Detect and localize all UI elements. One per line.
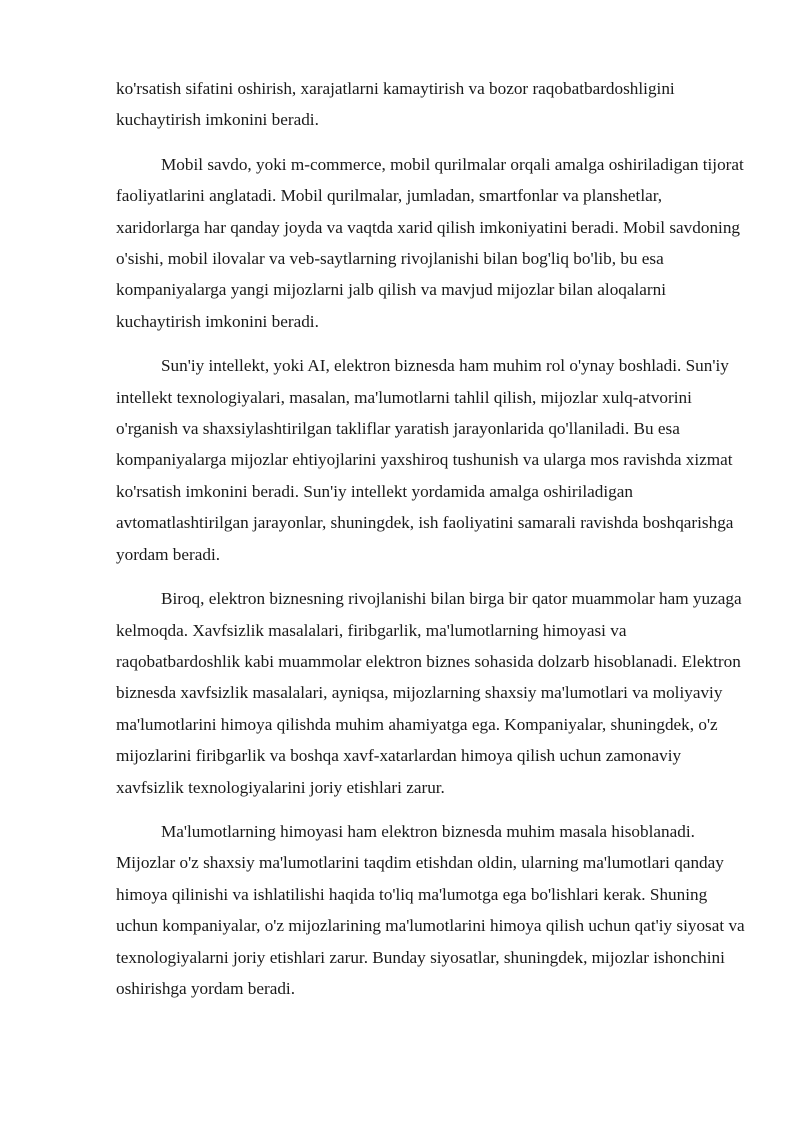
document-body	[116, 73, 748, 1017]
paragraph-continuation: ko'rsatish sifatini oshirish, xarajatlarni kamaytirish va bozor raqobatbardoshligini kuchaytirish imkonini beradi.	[116, 79, 675, 130]
paragraph-mobile-commerce: Mobil savdo, yoki m-commerce, mobil qurilmalar orqali amalga oshiriladigan tijorat faoliyatlarini anglatadi. Mobil qurilmalar, jumladan, smartfonlar va planshetlar, xaridorlarga har qanday joyda va vaqtda xarid qilish imkoniyatini beradi. Mobil savdoning o'sishi, mobil ilovalar va veb-saytlarning rivojlanishi bilan bog'liq bo'lib, bu esa kompaniyalarga yangi mijozlarni jalb qilish va mavjud mijozlar bilan aloqalarni kuchaytirish imkonini beradi.	[116, 154, 744, 331]
paragraph-problems: Biroq, elektron biznesning rivojlanishi bilan birga bir qator muammolar ham yuzaga kelmoqda. Xavfsizlik masalalari, firibgarlik, ma'lumotlarning himoyasi va raqobatbardoshlik kabi muammolar elektron biznes sohasida dolzarb hisoblanadi. Elektron biznesda xavfsizlik masalalari, ayniqsa, mijozlarning shaxsiy ma'lumotlari va moliyaviy ma'lumotlarini himoya qilishda muhim ahamiyatga ega. Kompaniyalar, shuningdek, o'z mijozlarini firibgarlik va boshqa xavf-xatarlardan himoya qilish uchun zamonaviy xavfsizlik texnologiyalarini joriy etishlari zarur.	[116, 589, 742, 797]
paragraph-artificial-intelligence: Sun'iy intellekt, yoki AI, elektron biznesda ham muhim rol o'ynay boshladi. Sun'iy intellekt texnologiyalari, masalan, ma'lumotlarni tahlil qilish, mijozlar xulq-atvorini o'rganish va shaxsiylashtirilgan takliflar yaratish jarayonlarida qo'llaniladi. Bu esa kompaniyalarga mijozlar ehtiyojlarini yaxshiroq tushunish va ularga mos ravishda xizmat ko'rsatish imkonini beradi. Sun'iy intellekt yordamida amalga oshiriladigan avtomatlashtirilgan jarayonlar, shuningdek, ish faoliyatini samarali ravishda boshqarishga yordam beradi.	[116, 356, 734, 564]
paragraph-data-protection: Ma'lumotlarning himoyasi ham elektron biznesda muhim masala hisoblanadi. Mijozlar o'z shaxsiy ma'lumotlarini taqdim etishdan oldin, ularning ma'lumotlari qanday himoya qilinishi va ishlatilishi haqida to'liq ma'lumotga ega bo'lishlari kerak. Shuning uchun kompaniyalar, o'z mijozlarining ma'lumotlarini himoya qilish uchun qat'iy siyosat va texnologiyalarni joriy etishlari zarur. Bunday siyosatlar, shuningdek, mijozlar ishonchini oshirishga yordam beradi.	[116, 821, 745, 998]
